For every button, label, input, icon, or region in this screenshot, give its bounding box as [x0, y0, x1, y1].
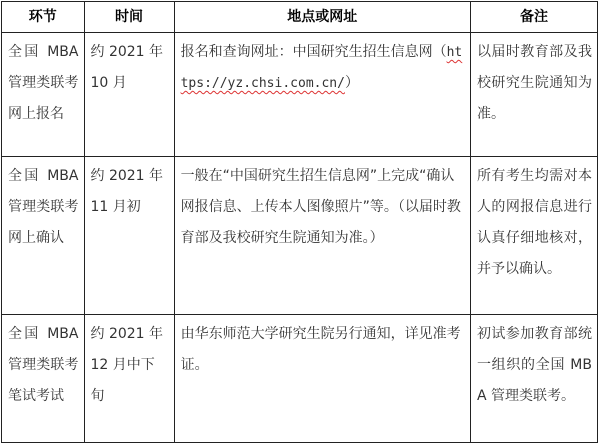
table-row — [2, 315, 598, 443]
header-stage: 环节 — [2, 2, 85, 33]
header-time: 时间 — [84, 2, 174, 33]
cell-stage: 全国 MBA 管理类联考网上确认 — [2, 157, 85, 315]
table-row — [2, 33, 598, 157]
cell-location: 由华东师范大学研究生院另行通知，详见准考证。 — [174, 315, 470, 443]
cell-location: 一般在“中国研究生招生信息网”上完成“确认网报信息、上传本人图像照片”等。（以届时教育部及我校研究生院通知为准。） — [174, 157, 470, 315]
url-link[interactable]: https://yz.chsi.com.cn/ — [180, 45, 463, 91]
location-text-end: ） — [344, 75, 359, 91]
cell-time: 约 2021 年 12 月中下旬 — [84, 315, 174, 443]
cell-note: 所有考生均需对本人的网报信息进行认真仔细地核对，并予以确认。 — [470, 157, 597, 315]
location-text: 报名和查询网址：中国研究生招生信息网（ — [180, 44, 447, 60]
header-location: 地点或网址 — [174, 2, 470, 33]
cell-note: 以届时教育部及我校研究生院通知为准。 — [470, 33, 597, 157]
cell-time: 约 2021 年 10 月 — [84, 33, 174, 157]
cell-location — [174, 33, 470, 157]
cell-stage: 全国 MBA 管理类联考网上报名 — [2, 33, 85, 157]
cell-stage: 全国 MBA 管理类联考笔试考试 — [2, 315, 85, 443]
cell-note: 初试参加教育部统一组织的全国 MBA 管理类联考。 — [470, 315, 597, 443]
header-row — [2, 2, 598, 33]
cell-time: 约 2021 年 11 月初 — [84, 157, 174, 315]
table-row — [2, 157, 598, 315]
header-note: 备注 — [470, 2, 597, 33]
schedule-table — [1, 1, 598, 443]
